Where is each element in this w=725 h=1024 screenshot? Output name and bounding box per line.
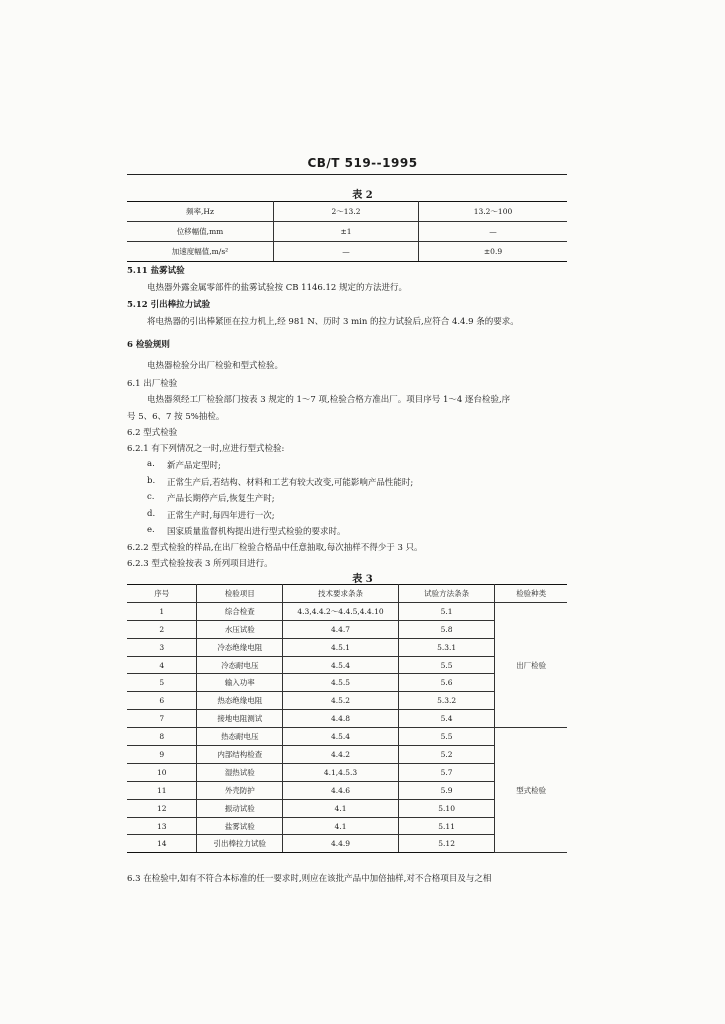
table-cell: 接地电阻测试 <box>197 710 283 728</box>
table-header-cell: 序号 <box>127 585 197 603</box>
list-item-label: d. <box>147 509 156 519</box>
table-cell: 5.5 <box>398 656 495 674</box>
table-cell: 5.10 <box>398 799 495 817</box>
table-cell: 11 <box>127 781 197 799</box>
table-cell: — <box>419 222 568 242</box>
table-cell: 5.7 <box>398 763 495 781</box>
table-header-cell: 技术要求条条 <box>283 585 399 603</box>
section-6-2-1: 6.2.1 有下列情况之一时,应进行型式检验: <box>127 444 285 454</box>
section-6-title: 6 检验规则 <box>127 340 170 350</box>
table-cell: 4.4.2 <box>283 746 399 764</box>
table-cell: 位移幅值,mm <box>127 222 274 242</box>
section-6-2-2: 6.2.2 型式检验的样品,在出厂检验合格品中任意抽取,每次抽样不得少于 3 只。 <box>127 543 423 553</box>
list-item: 正常生产后,若结构、材料和工艺有较大改变,可能影响产品性能时; <box>167 478 414 488</box>
section-6-1-body-line1: 电热器须经工厂检验部门按表 3 规定的 1～7 项,检验合格方准出厂。项目序号 1～4 逐台检验,序 <box>147 395 511 405</box>
table-cell: 5.6 <box>398 674 495 692</box>
table-cell: 4 <box>127 656 197 674</box>
table-cell: 5.5 <box>398 728 495 746</box>
list-item-label: e. <box>147 525 155 535</box>
section-5-11-title: 5.11 盐雾试验 <box>127 266 185 276</box>
table-cell: 外壳防护 <box>197 781 283 799</box>
table-cell: 热态耐电压 <box>197 728 283 746</box>
section-6-body: 电热器检验分出厂检验和型式检验。 <box>147 361 284 371</box>
table-cell: 4.5.2 <box>283 692 399 710</box>
list-item-label: a. <box>147 459 155 469</box>
table-cell: 内部结构检查 <box>197 746 283 764</box>
table-cell: 9 <box>127 746 197 764</box>
table-header-cell: 试验方法条条 <box>398 585 495 603</box>
table-cell: 4.3,4.4.2～4.4.5,4.4.10 <box>283 602 399 620</box>
table-cell: 13.2～100 <box>419 202 568 222</box>
inspection-type-factory: 出厂检验 <box>495 602 567 727</box>
table-cell: 5.9 <box>398 781 495 799</box>
table-cell: 14 <box>127 835 197 853</box>
table-cell: 5.2 <box>398 746 495 764</box>
table-row <box>127 602 567 620</box>
table-header-cell: 检验项目 <box>197 585 283 603</box>
table-cell: 5.8 <box>398 620 495 638</box>
table-row <box>127 242 567 262</box>
table-cell: 引出棒拉力试验 <box>197 835 283 853</box>
table2 <box>127 201 567 262</box>
list-item-label: b. <box>147 476 156 486</box>
table-cell: 4.4.6 <box>283 781 399 799</box>
section-5-12-body: 将电热器的引出棒紧匝在拉力机上,经 981 N、历时 3 min 的拉力试验后,应符合 4.4.9 条的要求。 <box>147 317 519 327</box>
list-item: 产品长期停产后,恢复生产时; <box>167 494 275 504</box>
table-cell: 输入功率 <box>197 674 283 692</box>
section-6-1-body-line2: 号 5、6、7 按 5%抽检。 <box>127 412 225 422</box>
list-item: 新产品定型时; <box>167 461 221 471</box>
section-5-12-title: 5.12 引出棒拉力试验 <box>127 300 211 310</box>
table-cell: 4.5.5 <box>283 674 399 692</box>
table-cell: ±1 <box>274 222 419 242</box>
table-cell: ±0.9 <box>419 242 568 262</box>
table-cell: 5.3.2 <box>398 692 495 710</box>
table-header-row <box>127 585 567 603</box>
table-cell: 4.5.4 <box>283 728 399 746</box>
section-6-3: 6.3 在检验中,如有不符合本标准的任一要求时,则应在该批产品中加倍抽样,对不合格项目及与之相 <box>127 874 492 884</box>
table-cell: 5.4 <box>398 710 495 728</box>
table-cell: 4.1 <box>283 799 399 817</box>
table-cell: 5 <box>127 674 197 692</box>
table-cell: 12 <box>127 799 197 817</box>
table-header-cell: 检验种类 <box>495 585 567 603</box>
table-cell: 5.3.1 <box>398 638 495 656</box>
table-cell: 8 <box>127 728 197 746</box>
table-cell: 1 <box>127 602 197 620</box>
table-cell: 4.5.1 <box>283 638 399 656</box>
section-6-2-title: 6.2 型式检验 <box>127 428 178 438</box>
table-cell: 10 <box>127 763 197 781</box>
table-cell: 7 <box>127 710 197 728</box>
table-cell: 4.4.9 <box>283 835 399 853</box>
section-5-11-body: 电热器外露金属零部件的盐雾试验按 CB 1146.12 规定的方法进行。 <box>147 283 408 293</box>
table-row <box>127 202 567 222</box>
table-cell: 5.12 <box>398 835 495 853</box>
table-cell: 5.1 <box>398 602 495 620</box>
table3-caption: 表 3 <box>352 574 373 585</box>
table-row <box>127 222 567 242</box>
table-cell: 冷态绝缘电阻 <box>197 638 283 656</box>
list-item: 国家质量监督机构提出进行型式检验的要求时。 <box>167 527 346 537</box>
table-cell: 6 <box>127 692 197 710</box>
table-cell: 水压试验 <box>197 620 283 638</box>
section-6-1-title: 6.1 出厂检验 <box>127 379 178 389</box>
list-item-label: c. <box>147 492 155 502</box>
table-row <box>127 728 567 746</box>
table-cell: 4.5.4 <box>283 656 399 674</box>
list-item: 正常生产时,每四年进行一次; <box>167 511 275 521</box>
table-cell: 2 <box>127 620 197 638</box>
table-cell: 4.4.7 <box>283 620 399 638</box>
table-cell: 13 <box>127 817 197 835</box>
table3 <box>127 584 567 853</box>
inspection-type-type-test: 型式检验 <box>495 728 567 853</box>
table-cell: 4.4.8 <box>283 710 399 728</box>
section-6-2-3: 6.2.3 型式检验按表 3 所列项目进行。 <box>127 559 273 569</box>
table2-caption: 表 2 <box>352 190 373 201</box>
table-cell: 3 <box>127 638 197 656</box>
table-cell: — <box>274 242 419 262</box>
table-cell: 2～13.2 <box>274 202 419 222</box>
page-header-standard-no: CB/T 519--1995 <box>307 156 418 170</box>
table-cell: 盐雾试验 <box>197 817 283 835</box>
header-rule <box>127 174 567 175</box>
table-cell: 4.1 <box>283 817 399 835</box>
table-cell: 振动试验 <box>197 799 283 817</box>
table-cell: 冷态耐电压 <box>197 656 283 674</box>
table-cell: 加速度幅值,m/s² <box>127 242 274 262</box>
table-cell: 湿热试验 <box>197 763 283 781</box>
table-cell: 综合检查 <box>197 602 283 620</box>
table-cell: 5.11 <box>398 817 495 835</box>
table-cell: 热态绝缘电阻 <box>197 692 283 710</box>
table-cell: 频率,Hz <box>127 202 274 222</box>
table-cell: 4.1,4.5.3 <box>283 763 399 781</box>
